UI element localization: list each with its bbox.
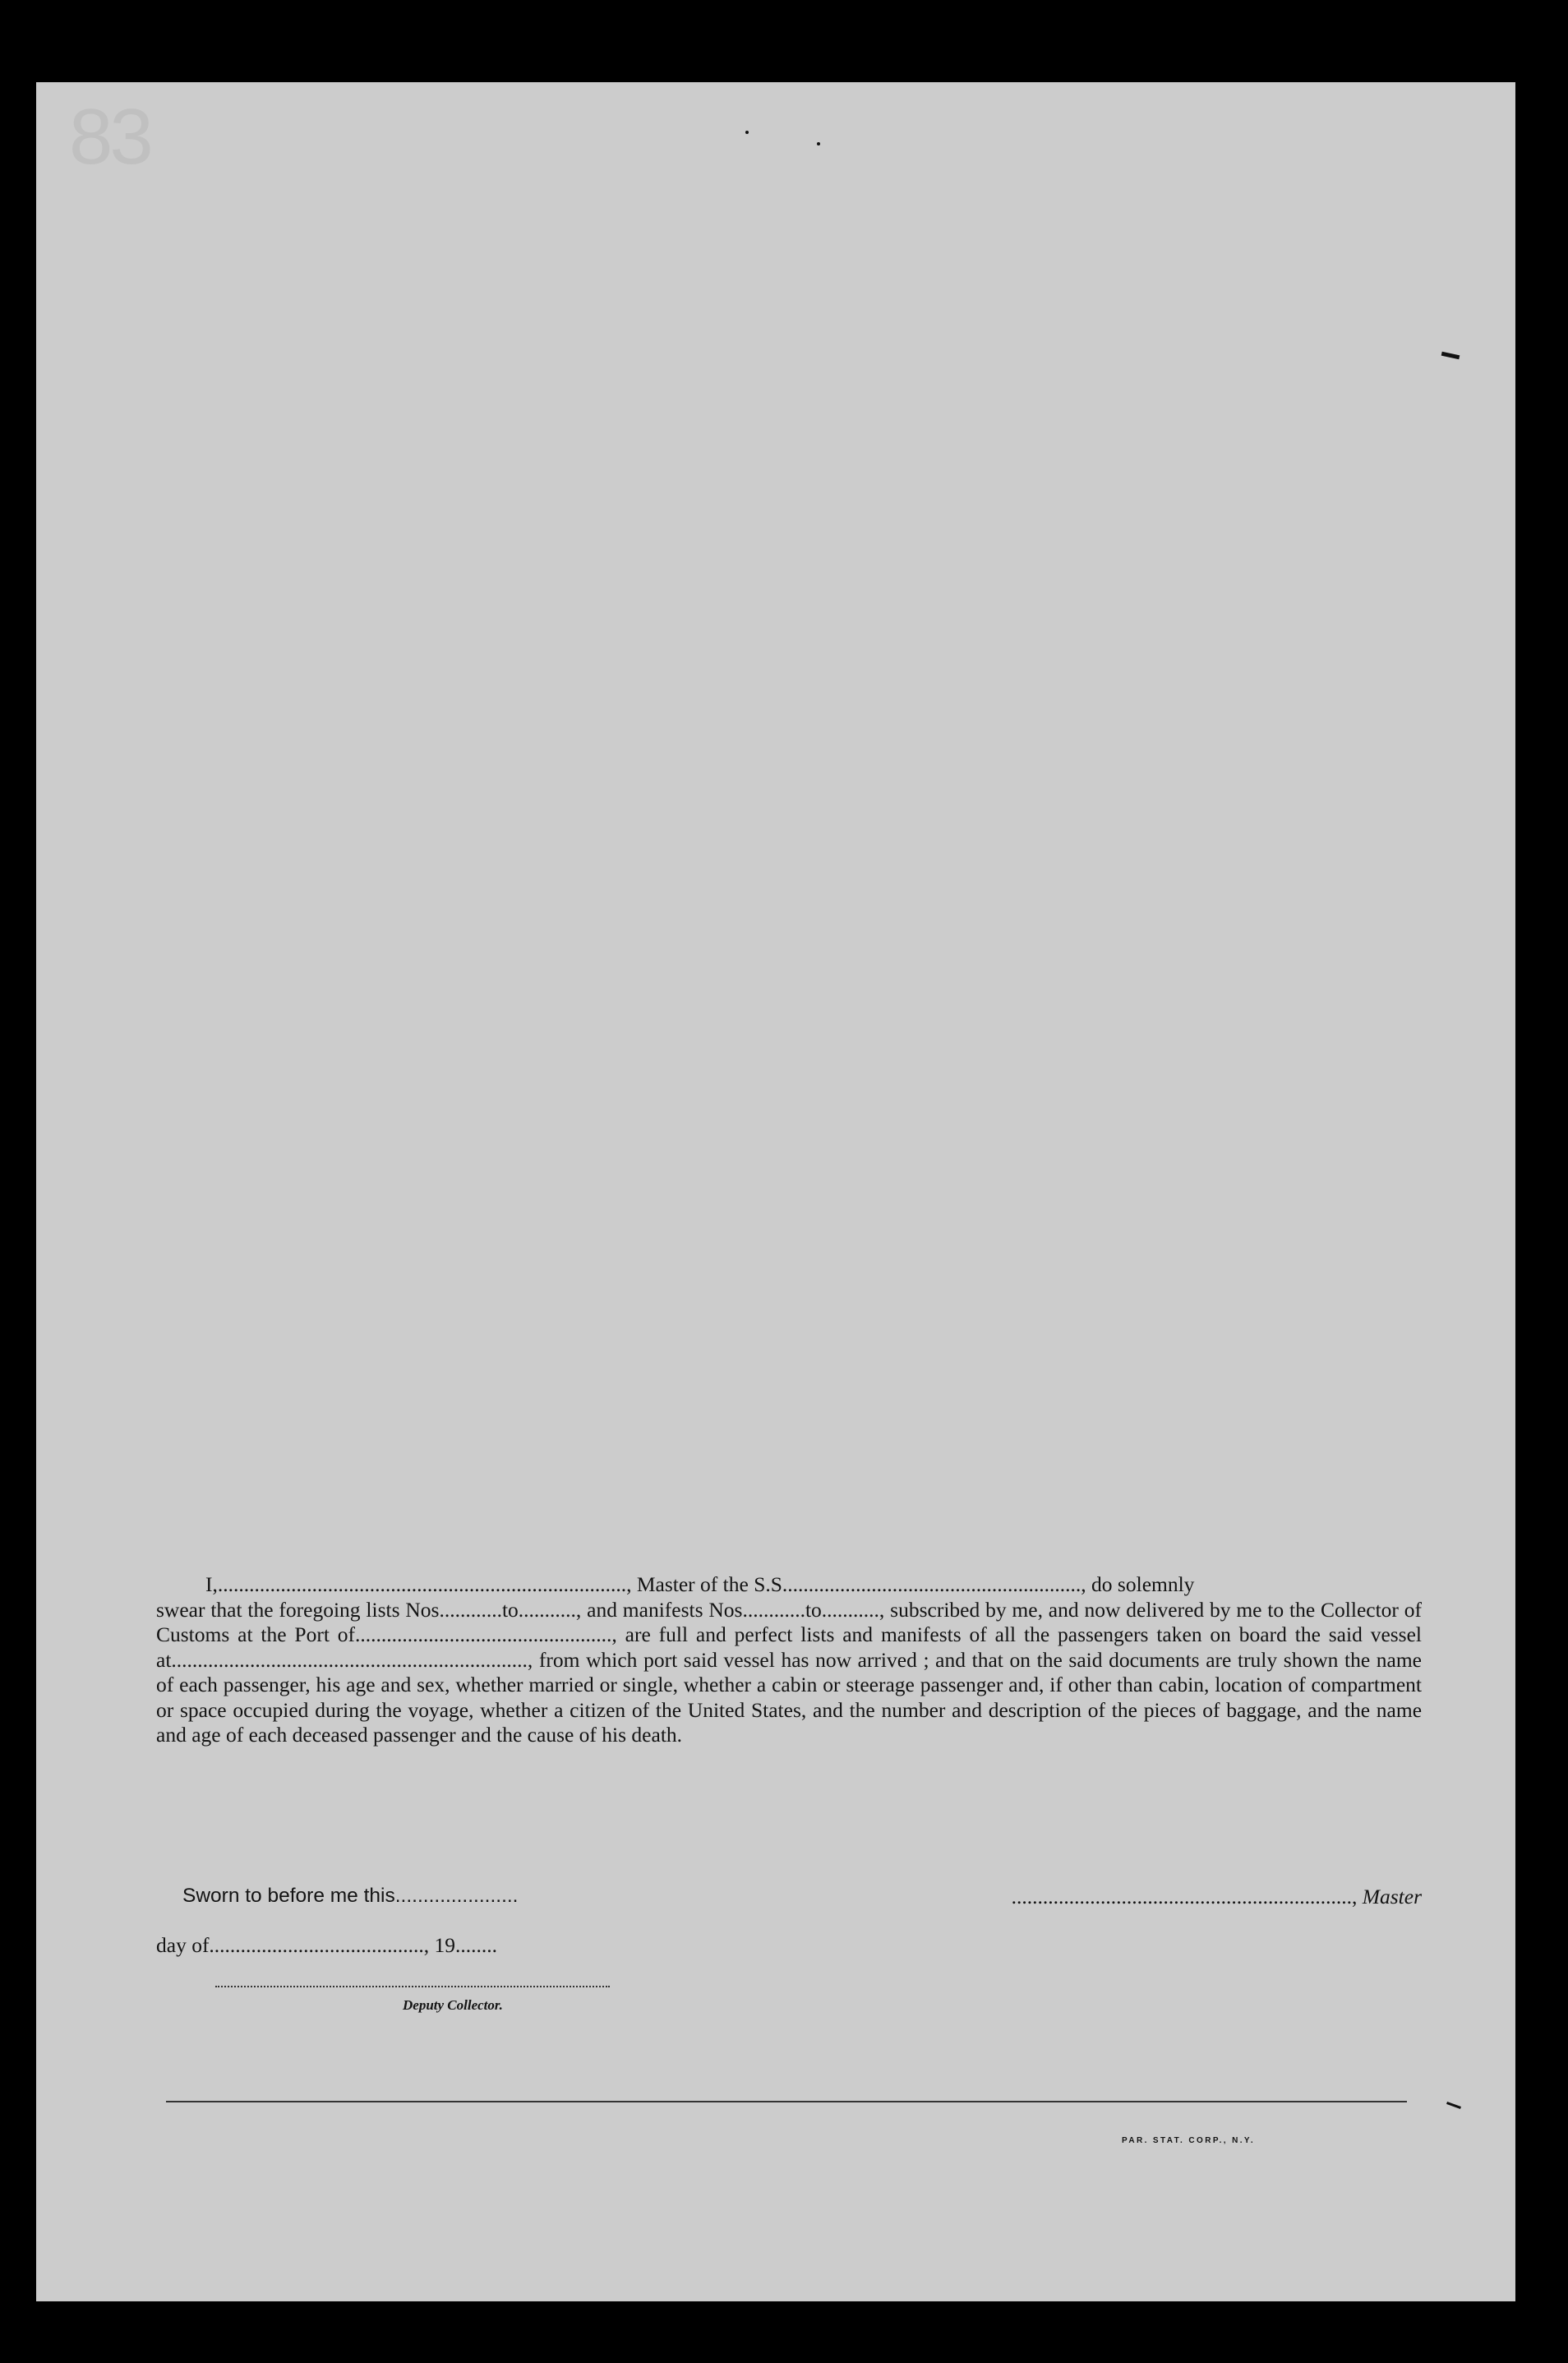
master-signature-line	[886, 1885, 1422, 1909]
oath-line: sex, whether married or single, whether a cabin or steerage passenger and, if other than cabin, location of compartment	[417, 1673, 1422, 1696]
master-label: Master	[1362, 1885, 1422, 1908]
sworn-statement: Sworn to before me this......................	[182, 1885, 519, 1907]
page-number-stamp: 83	[69, 93, 150, 181]
master-signature-dots: .................................................................,	[1011, 1885, 1363, 1908]
printer-imprint: PAR. STAT. CORP., N.Y.	[1122, 2136, 1256, 2145]
oath-line: swear that the foregoing lists Nos............to..........., and manifests Nos............to..........., subscribed by me, and now	[156, 1597, 1121, 1622]
bottom-rule	[166, 2101, 1407, 2102]
oath-line: port said vessel has now arrived ; and that on the said documents are truly shown the name of each passenger, his age and	[156, 1647, 1423, 1696]
scan-speck	[817, 142, 820, 145]
deputy-collector-label: Deputy Collector.	[403, 1997, 503, 2013]
oath-line: or space occupied during the voyage, whether a citizen of the United States, and the number and description of the pieces	[156, 1697, 1197, 1722]
scan-speck	[1446, 2102, 1461, 2109]
oath-line: I,.............................................................................., Master of the S.S........................................................., do solemnly	[205, 1572, 1195, 1596]
deputy-signature-line	[215, 1986, 610, 1987]
scan-speck	[1441, 352, 1460, 359]
oath-line: delivered by me to the Collector of Customs at the Port of................................................., are full and perfect lists and	[156, 1597, 1423, 1646]
scan-speck	[745, 131, 749, 134]
oath-line: of baggage, and the name and age of each deceased passenger and the cause of his death.	[156, 1697, 1423, 1747]
date-line: day of........................................., 19........	[156, 1933, 498, 1957]
manifest-page	[36, 82, 1515, 2301]
master-oath-paragraph	[156, 1572, 1422, 1748]
oath-line: manifests of all the passengers taken on board the said vessel at...................................................................., from which	[156, 1622, 1423, 1672]
